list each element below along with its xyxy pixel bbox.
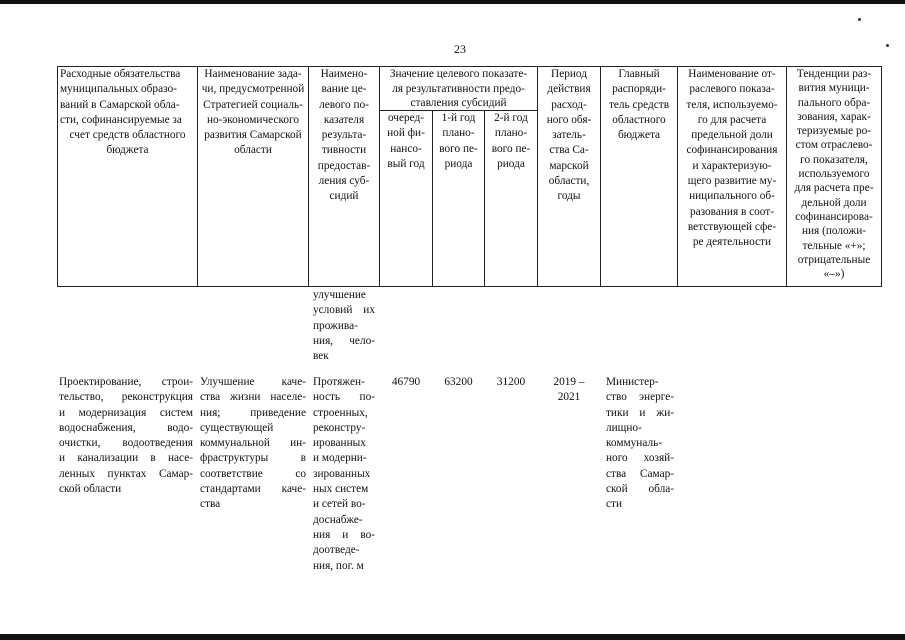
header-col-administrator: Главный распоряди- тель средств областного бюджета: [600, 66, 678, 287]
header-sub-year-1: 1-й год плано- вого пе- риода: [432, 110, 485, 287]
page-number: 23: [454, 42, 466, 56]
row-period: 2019 – 2021: [553, 376, 585, 404]
scan-speck: [886, 44, 889, 47]
scan-speck: [858, 18, 861, 21]
header-col-trends: Тенденции раз- вития муници- пального обра- зования, харак- теризуемые ро- стом отраслево- го показателя, используемого для расчета пре- дельной доли софинансирова- ния (положи- тельные «+»; отрицательные «–»): [786, 66, 882, 287]
row-task: Улучшение каче- ства жизни населе- ния; приведение существующей коммунальной ин- фраструктуры в соответствие со стандартами каче- ства: [200, 376, 306, 511]
header-sub-year-2: 2-й год плано- вого пе- риода: [484, 110, 538, 287]
row-administrator: Министер- ство энерге- тики и жи- лищно- коммуналь- ного хозяй- ства Самар- ской обла- сти: [606, 376, 674, 511]
bottom-border: [0, 634, 905, 640]
header-group-target-value: Значение целевого показате- ля результативности предо- ставления субсидий: [379, 66, 538, 111]
row-indicator: Протяжен- ность по- строенных, реконстру- ированных и модерни- зированных ных систем и сетей во- доснабже- ния и во- доотведе- ния, пог. м: [313, 376, 375, 572]
row-value-current-year: 46790: [391, 376, 421, 388]
row-value-year-2: 31200: [496, 376, 526, 388]
header-col-obligations: Расходные обязательства муниципальных образо- ваний в Самарской обла- сти, софинансируемые за счет средств областного бюджета: [57, 66, 198, 287]
row-value-year-1: 63200: [444, 376, 473, 388]
header-sub-current-year: очеред- ной фи- нансо- вый год: [379, 110, 433, 287]
top-border: [0, 0, 905, 4]
continuation-indicator-text: улучшение условий их прожива- ния, чело- век: [313, 289, 375, 363]
header-col-indicator: Наимено- вание це- левого по- казателя результа- тивности предостав- ления суб- сидий: [308, 66, 380, 287]
header-col-task: Наименование зада- чи, предусмотренной Стратегией социаль- но-экономического развития Самарской области: [197, 66, 309, 287]
row-obligation: Проектирование, строи- тельство, реконструкция и модернизация систем водоснабжения, водо- очистки, водоотведения и канализации в насе- ленных пунктах Самар- ской области: [59, 376, 193, 496]
header-col-sector-indicator: Наименование от- раслевого показа- теля, используемо- го для расчета предельной доли софинансирования и характеризую- щего развитие му- ниципального об- разования в соот- ветствующей сфе- ре деятельности: [677, 66, 787, 287]
header-col-period: Период действия расход- ного обя- затель- ства Са- марской области, годы: [537, 66, 601, 287]
